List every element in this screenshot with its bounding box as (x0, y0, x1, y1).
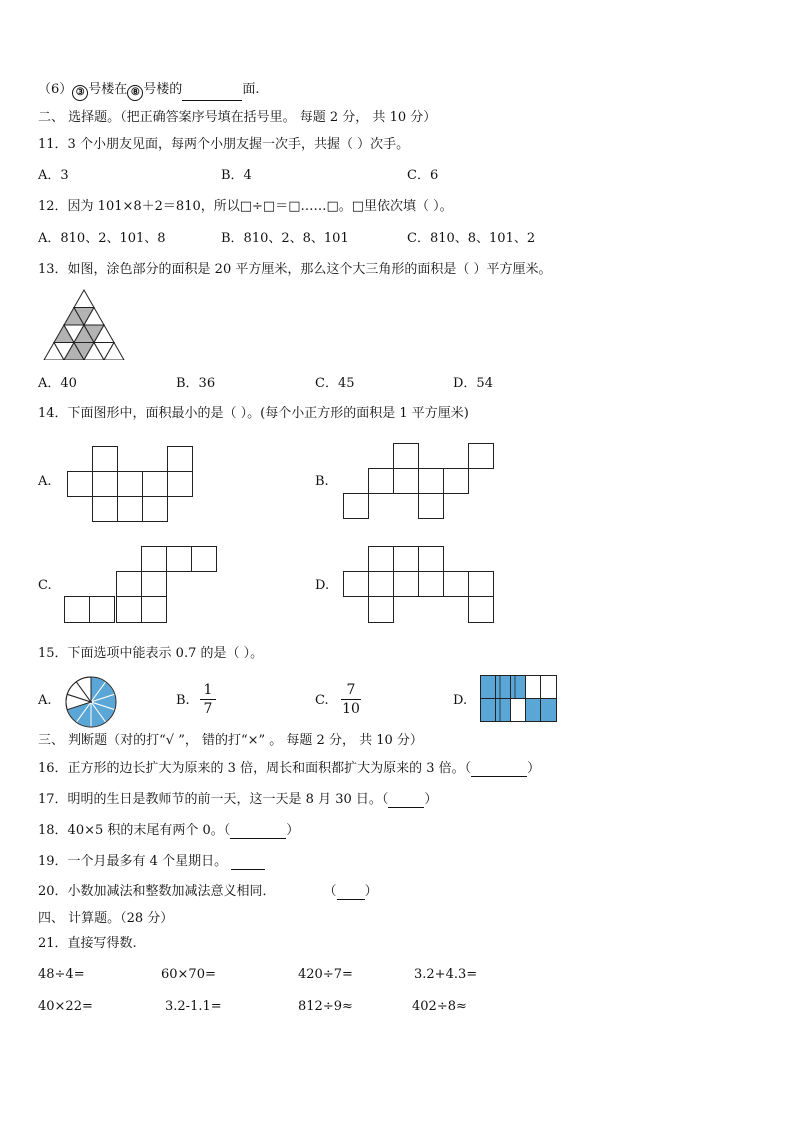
q14-figure-a (67, 446, 195, 523)
q13-option-a[interactable]: A．40 (38, 376, 77, 391)
answer-blank-q16[interactable] (471, 776, 527, 777)
fraction-c-numerator: 7 (346, 682, 356, 698)
calc-item: 60×70= (161, 967, 216, 982)
q15-text: 15．下面选项中能表示 0.7 的是（ ）。 (38, 646, 264, 661)
fraction-b-numerator: 1 (203, 682, 213, 698)
calc-item: 812÷9≈ (298, 999, 353, 1014)
calc-item: 3.2+4.3= (414, 967, 478, 982)
fraction-bar (200, 699, 216, 700)
q13-option-b[interactable]: B．36 (176, 376, 216, 391)
calc-item: 420÷7= (298, 967, 353, 982)
q18-line: 18．40×5 积的末尾有两个 0。（ ） (38, 823, 300, 838)
q17-line: 17．明明的生日是教师节的前一天，这一天是 8 月 30 日。（ ） (38, 792, 438, 807)
q15-fraction-c (339, 682, 363, 717)
q13-option-d[interactable]: D．54 (453, 376, 493, 391)
q20-line: 20．小数加减法和整数加减法意义相同． （ ） (38, 884, 378, 899)
q15-label-a[interactable]: A. (38, 693, 52, 708)
answer-blank-q17[interactable] (388, 807, 424, 808)
q12-option-b[interactable]: B．810、2、8、101 (221, 231, 349, 246)
q11-text: 11．3 个小朋友见面，每两个小朋友握一次手，共握（ ）次手。 (38, 137, 410, 152)
q14-label-c[interactable]: C. (38, 578, 52, 593)
fraction-b-denominator: 7 (203, 701, 213, 717)
answer-blank-q20[interactable] (337, 899, 365, 900)
q13-option-c[interactable]: C．45 (315, 376, 355, 391)
q6-line: （6） ③ 号楼在 ⑧ 号楼的 面. (38, 82, 259, 101)
q15-label-d[interactable]: D. (453, 693, 468, 708)
q16-line: 16．正方形的边长扩大为原来的 3 倍，周长和面积都扩大为原来的 3 倍。（ ） (38, 761, 541, 776)
answer-blank-q6[interactable] (182, 100, 242, 101)
q11-option-b[interactable]: B．4 (221, 168, 252, 183)
q15-fraction-b (198, 682, 218, 717)
section-3-title: 三、 判断题（对的打“√ ”， 错的打“×” 。 每题 2 分， 共 10 分） (38, 733, 423, 748)
q15-grid-figure (480, 675, 558, 723)
q14-label-a[interactable]: A. (38, 474, 52, 489)
section-4-title: 四、 计算题。（28 分） (38, 911, 174, 926)
q11-option-a[interactable]: A．3 (38, 168, 69, 183)
fraction-c-denominator: 10 (342, 701, 360, 717)
q14-figure-d (343, 546, 497, 625)
calc-item: 402÷8≈ (412, 999, 467, 1014)
q11-option-c[interactable]: C．6 (407, 168, 439, 183)
q15-label-b[interactable]: B. (176, 693, 190, 708)
q21-text: 21．直接写得数. (38, 936, 137, 951)
calc-item: 48÷4= (38, 967, 85, 982)
section-2-title: 二、 选择题。（把正确答案序号填在括号里。 每题 2 分， 共 10 分） (38, 110, 437, 125)
q14-text: 14．下面图形中，面积最小的是（ ）。(每个小正方形的面积是 1 平方厘米) (38, 406, 469, 421)
q14-label-d[interactable]: D. (315, 578, 330, 593)
q14-figure-c (64, 546, 220, 625)
answer-blank-q19[interactable] (231, 869, 265, 870)
q14-label-b[interactable]: B. (315, 474, 329, 489)
q12-text: 12．因为 101×8＋2＝810，所以□÷□＝□……□。□里依次填（ ）。 (38, 199, 453, 214)
answer-blank-q18[interactable] (230, 838, 286, 839)
building-3-mark: ③ (72, 85, 88, 101)
q12-option-a[interactable]: A．810、2、101、8 (38, 231, 166, 246)
q12-option-c[interactable]: C．810、8、101、2 (407, 231, 536, 246)
building-8-mark: ⑧ (127, 85, 143, 101)
q14-figure-b (343, 443, 495, 520)
calc-item: 40×22= (38, 999, 93, 1014)
q15-circle-figure (64, 675, 118, 729)
q15-label-c[interactable]: C. (315, 693, 329, 708)
fraction-bar (341, 699, 361, 700)
triangle-figure (42, 288, 126, 360)
calc-item: 3.2-1.1= (165, 999, 222, 1014)
q19-line: 19．一个月最多有 4 个星期日。 (38, 854, 265, 870)
q13-text: 13．如图，涂色部分的面积是 20 平方厘米，那么这个大三角形的面积是（ ）平方厘米。 (38, 262, 552, 277)
